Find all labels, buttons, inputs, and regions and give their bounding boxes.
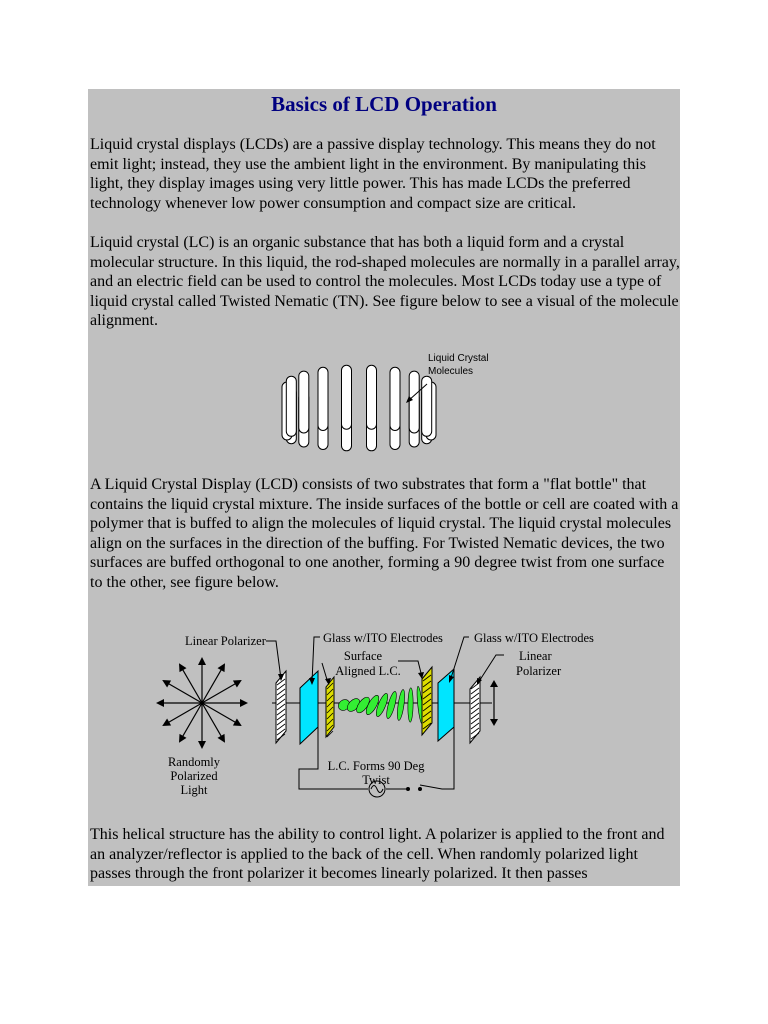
label-randomly-line2: Polarized	[170, 769, 218, 783]
paragraph-liquid-crystal: Liquid crystal (LC) is an organic substance that has both a liquid form and a crystal molecular structure. In this liquid, the rod-shaped molecules are normally in a parallel array, and an electric field can be used to control the molecules. Most LCDs today use a type of liquid crystal called Twisted Nematic (TN). See figure below to see a visual of the molecule alignment.	[90, 234, 680, 330]
lc-molecules-twisted	[336, 686, 424, 724]
light-ray-arrowhead	[198, 741, 206, 749]
random-light-arrows	[156, 657, 248, 749]
paragraph-lcd-structure: A Liquid Crystal Display (LCD) consists of two substrates that form a "flat bottle" that contains the liquid crystal mixture. The inside surfaces of the bottle or cell are coated with a polymer that is buffed to align the molecules of liquid crystal. The liquid crystal molecules align on the surfaces in the direction of the buffing. For Twisted Nematic devices, the two surfaces are buffed orthogonal to one another, forming a 90 degree twist from one surface to the other, see figure below.	[90, 476, 679, 591]
light-ray-arrowhead	[198, 657, 206, 665]
switch-contact-right	[418, 787, 422, 791]
label-randomly-line3: Light	[180, 783, 208, 797]
label-randomly-line1: Randomly	[167, 755, 221, 769]
lc-rod	[299, 371, 309, 433]
linear-polarizer-right	[470, 677, 480, 743]
page-title: Basics of LCD Operation	[271, 92, 497, 116]
aligned-lc-left	[326, 677, 334, 737]
lc-rod	[390, 367, 400, 430]
aligned-lc-right	[422, 667, 432, 735]
switch-contact-left	[406, 787, 410, 791]
label-linear-polarizer-right-line1: Linear	[519, 649, 552, 663]
figure-liquid-crystal-molecules	[272, 349, 502, 479]
lc-molecule	[408, 688, 414, 722]
label-twist-line1: L.C. Forms 90 Deg	[327, 759, 425, 773]
label-surface-aligned-line2: Aligned L.C.	[335, 664, 401, 678]
figure-twisted-nematic-cell	[154, 631, 634, 809]
lc-molecule	[396, 689, 406, 721]
lc-rod	[367, 365, 377, 429]
lc-molecule-rods	[282, 365, 436, 451]
label-glass-ito-right: Glass w/ITO Electrodes	[474, 631, 594, 645]
lc-rod	[286, 376, 296, 436]
label-linear-polarizer-right-line2: Polarizer	[516, 664, 562, 678]
glass-electrode-left	[300, 671, 318, 744]
label-twist-line2: Twist	[362, 773, 390, 787]
lc-molecules-label-line1: Liquid Crystal	[428, 353, 489, 364]
paragraph-helical-structure: This helical structure has the ability to control light. A polarizer is applied to the front and an analyzer/reflector is applied to the back of the cell. When randomly polarized light passes through the front polarizer it becomes linearly polarized. It then passes	[90, 826, 665, 883]
label-glass-ito-left: Glass w/ITO Electrodes	[323, 631, 443, 645]
lc-rod	[409, 371, 419, 433]
paragraph-intro: Liquid crystal displays (LCDs) are a passive display technology. This means they do not emit light; instead, they use the ambient light in the environment. By manipulating this light, they display images using very little power. This has made LCDs the preferred technology whenever low power consumption and compact size are critical.	[90, 136, 656, 212]
light-ray-arrowhead	[156, 699, 164, 707]
lc-rod	[342, 365, 352, 429]
lc-rod	[318, 367, 328, 430]
lc-molecules-label-line2: Molecules	[428, 366, 474, 377]
lc-rod	[422, 376, 432, 436]
label-linear-polarizer-left: Linear Polarizer	[185, 634, 266, 648]
label-surface-aligned-line1: Surface	[343, 649, 383, 663]
linear-polarizer-left	[276, 671, 286, 743]
document-page	[88, 89, 680, 886]
light-ray-arrowhead	[240, 699, 248, 707]
